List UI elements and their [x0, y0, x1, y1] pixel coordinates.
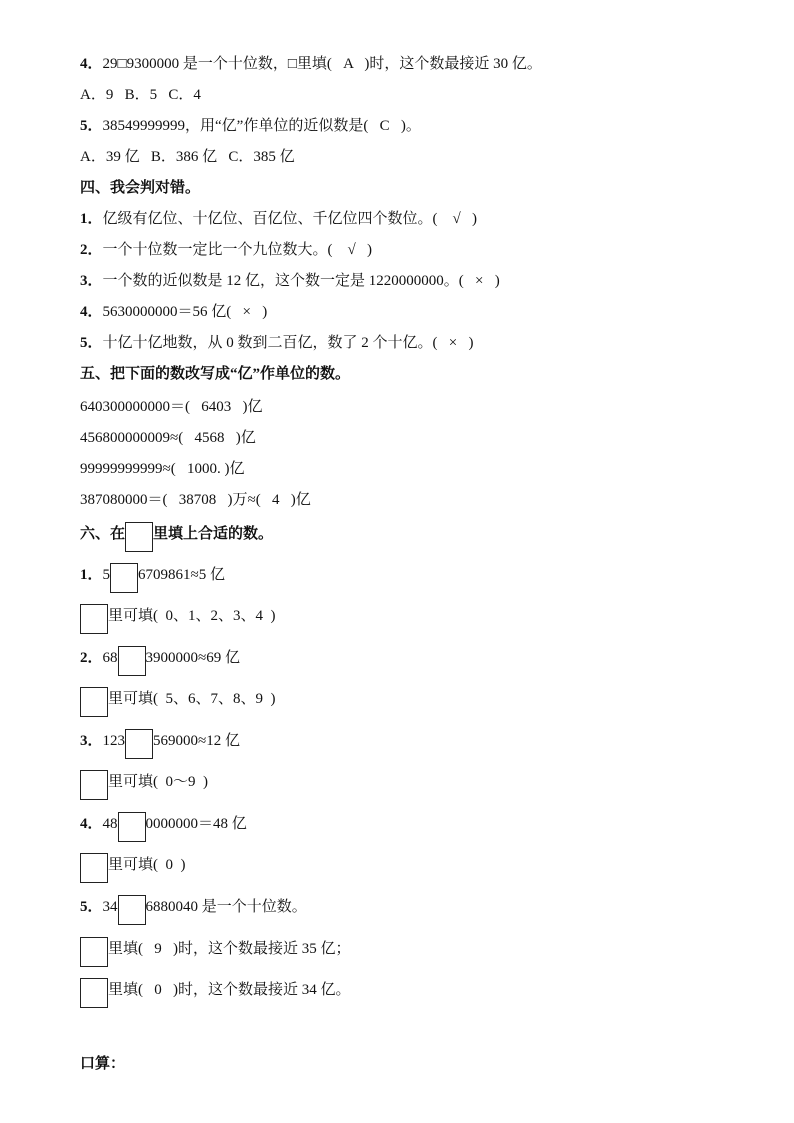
answer: × [475, 273, 484, 289]
question-number: 2． [80, 242, 103, 258]
question-number: 3． [80, 273, 103, 289]
question-number: 5． [80, 899, 103, 915]
answer: 1000. [186, 461, 221, 477]
blank-box [125, 729, 153, 759]
s3-q4 [80, 54, 542, 74]
section-5-title: 五、把下面的数改写成“亿”作单位的数。 [80, 366, 351, 382]
answer: 38708 [178, 492, 217, 508]
blank-box [118, 895, 146, 925]
s6-q5: 5．34 6880040 是一个十位数。 [80, 895, 307, 925]
s6-q2: 2．68 3900000≈69 亿 [80, 646, 240, 676]
question-text: 一个数的近似数是 12 亿，这个数一定是 1220000000。( [102, 273, 464, 289]
oral-arithmetic-label: 口算： [80, 1056, 126, 1072]
s6-q5-answer-1: 里填( 9 )时，这个数最接近 35 亿； [80, 937, 351, 967]
s4-item-2: 2．一个十位数一定比一个九位数大。( √ ) [80, 242, 372, 258]
blank-box [80, 978, 108, 1008]
answer: 0、1、2、3、4 [165, 608, 264, 624]
question-text: 5630000000＝56 亿( [102, 304, 232, 320]
question-text: )时，这个数最接近 30 亿。 [364, 56, 542, 72]
s5-line-4: 387080000＝( 38708 )万≈( 4 )亿 [80, 492, 311, 508]
question-number: 1． [80, 211, 103, 227]
answer: A [343, 56, 354, 72]
answer: 4 [271, 492, 280, 508]
s3-q5 [80, 116, 421, 136]
question-text: 29□9300000 是一个十位数，□里填( [102, 56, 332, 72]
s6-q2-answer: 里可填( 5、6、7、8、9 ) [80, 687, 276, 717]
answer: 0 [165, 857, 173, 873]
blank-box [110, 563, 138, 593]
s5-line-3: 99999999999≈( 1000. )亿 [80, 461, 245, 477]
blank-box [118, 646, 146, 676]
blank-box [80, 687, 108, 717]
question-number: 5． [80, 118, 103, 134]
question-number: 4． [80, 816, 103, 832]
s3-q5-options: A．39 亿 B．386 亿 C．385 亿 [80, 149, 295, 165]
s6-q3-answer: 里可填( 0～9 ) [80, 770, 208, 800]
answer: 0 [154, 982, 162, 998]
blank-box [80, 770, 108, 800]
question-number: 5． [80, 335, 103, 351]
s6-q4-answer: 里可填( 0 ) [80, 853, 186, 883]
blank-box [125, 522, 153, 552]
answer: 9 [154, 941, 162, 957]
question-text: 38549999999，用“亿”作单位的近似数是( [102, 118, 369, 134]
answer: √ [347, 242, 356, 258]
answer: 5、6、7、8、9 [165, 691, 264, 707]
question-text: 亿级有亿位、十亿位、百亿位、千亿位四个数位。( [102, 211, 438, 227]
answer: × [448, 335, 458, 351]
answer: × [242, 304, 251, 320]
s4-item-1: 1．亿级有亿位、十亿位、百亿位、千亿位四个数位。( √ ) [80, 211, 477, 227]
question-number: 2． [80, 650, 103, 666]
s5-line-2: 456800000009≈( 4568 )亿 [80, 430, 256, 446]
blank-box [80, 604, 108, 634]
section-6-title: 六、在 里填上合适的数。 [80, 522, 273, 552]
s4-item-5: 5．十亿十亿地数，从 0 数到二百亿，数了 2 个十亿。( × ) [80, 335, 474, 351]
question-number: 4． [80, 304, 103, 320]
s5-line-1: 640300000000＝( 6403 )亿 [80, 399, 263, 415]
s3-q4-options: A．9 B．5 C．4 [80, 87, 201, 103]
question-number: 4． [80, 56, 103, 72]
s6-q4: 4．48 0000000＝48 亿 [80, 812, 247, 842]
question-number: 1． [80, 567, 103, 583]
s6-q1: 1．5 6709861≈5 亿 [80, 563, 225, 593]
section-4-title: 四、我会判对错。 [80, 180, 201, 196]
blank-box [80, 937, 108, 967]
blank-box [80, 853, 108, 883]
answer: 0～9 [165, 774, 196, 790]
s6-q5-answer-2: 里填( 0 )时，这个数最接近 34 亿。 [80, 978, 351, 1008]
s6-q3: 3．123 569000≈12 亿 [80, 729, 240, 759]
answer: √ [452, 211, 461, 227]
answer: 4568 [194, 430, 225, 446]
blank-box [118, 812, 146, 842]
answer: 6403 [201, 399, 232, 415]
question-text: 十亿十亿地数，从 0 数到二百亿，数了 2 个十亿。( [102, 335, 438, 351]
question-text: )。 [400, 118, 421, 134]
s4-item-4: 4．5630000000＝56 亿( × ) [80, 304, 268, 320]
answer: C [379, 118, 390, 134]
s6-q1-answer: 里可填( 0、1、2、3、4 ) [80, 604, 276, 634]
question-text: 一个十位数一定比一个九位数大。( [102, 242, 333, 258]
question-number: 3． [80, 733, 103, 749]
s4-item-3: 3．一个数的近似数是 12 亿，这个数一定是 1220000000。( × ) [80, 273, 500, 289]
